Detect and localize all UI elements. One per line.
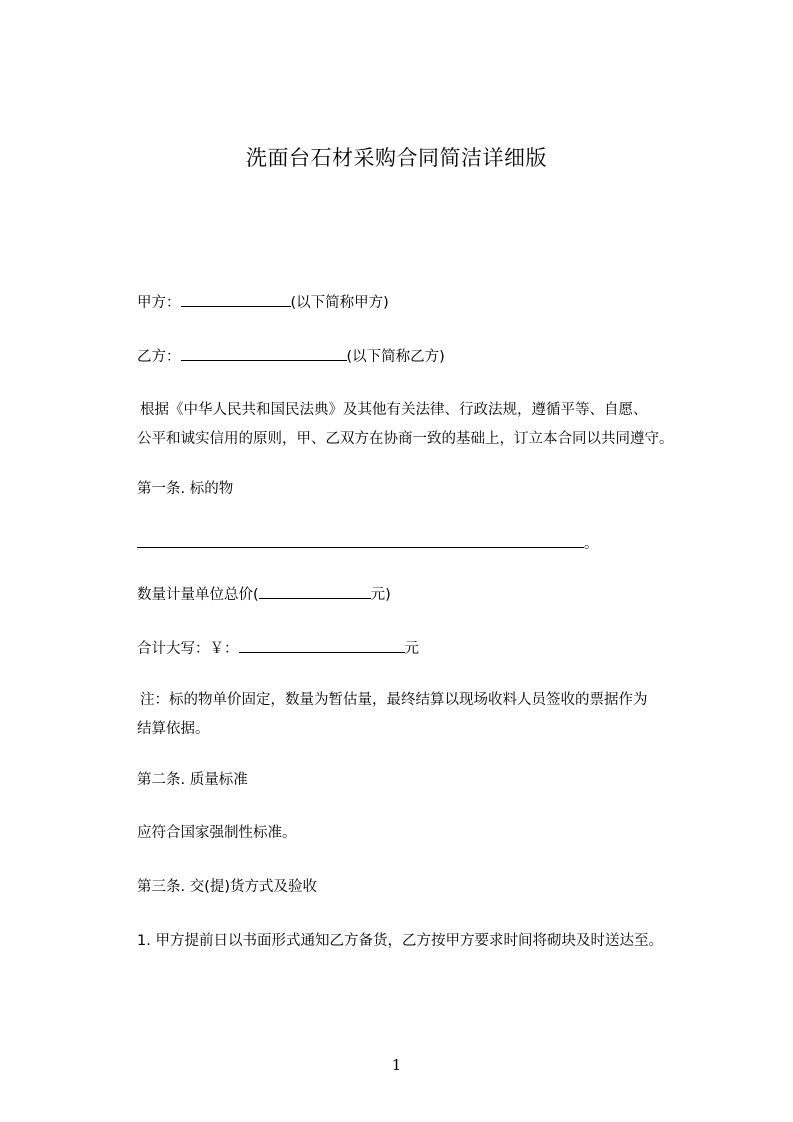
- article-2-heading: 第二条. 质量标准: [137, 772, 248, 788]
- article-1-subject-line: [137, 533, 599, 554]
- party-a-suffix: (以下简称甲方): [290, 295, 389, 311]
- subject-blank-end: 。: [584, 536, 599, 552]
- party-a-blank: [181, 292, 291, 307]
- total-line: [137, 638, 419, 659]
- page-number: 1: [391, 1056, 402, 1074]
- quantity-unit: 元): [370, 587, 391, 603]
- party-a-label: 甲方：: [137, 295, 181, 311]
- total-unit: 元: [404, 641, 419, 657]
- party-b-line: [137, 346, 445, 367]
- note-line-1: 注：标的物单价固定，数量为暂估量，最终结算以现场收料人员签收的票据作为: [140, 692, 648, 708]
- party-b-suffix: (以下简称乙方): [346, 349, 445, 365]
- article-2-body: 应符合国家强制性标准。: [137, 825, 297, 841]
- party-a-line: [137, 292, 389, 313]
- document-title: 洗面台石材采购合同简洁详细版: [246, 146, 547, 170]
- party-b-label: 乙方：: [137, 349, 181, 365]
- party-b-blank: [181, 346, 347, 361]
- preamble-paragraph: [137, 396, 705, 454]
- total-label: 合计大写：￥：: [137, 641, 239, 657]
- quantity-label: 数量计量单位总价(: [137, 587, 259, 603]
- preamble-line-2: 公平和诚实信用的原则，甲、乙双方在协商一致的基础上，订立本合同以共同遵守。: [137, 431, 674, 447]
- article-3-heading: 第三条. 交(提)货方式及验收: [137, 879, 318, 895]
- note-paragraph: [137, 686, 705, 744]
- article-3-item-1: 1. 甲方提前日以书面形式通知乙方备货，乙方按甲方要求时间将砌块及时送达至。: [137, 933, 663, 949]
- article-1-heading: 第一条. 标的物: [137, 481, 234, 497]
- quantity-blank: [259, 584, 371, 599]
- note-line-2: 结算依据。: [137, 721, 210, 737]
- preamble-line-1: 根据《中华人民共和国民法典》及其他有关法律、行政法规，遵循平等、自愿、: [140, 402, 648, 418]
- total-blank: [239, 638, 405, 653]
- subject-blank: [137, 533, 584, 548]
- quantity-line: [137, 584, 391, 605]
